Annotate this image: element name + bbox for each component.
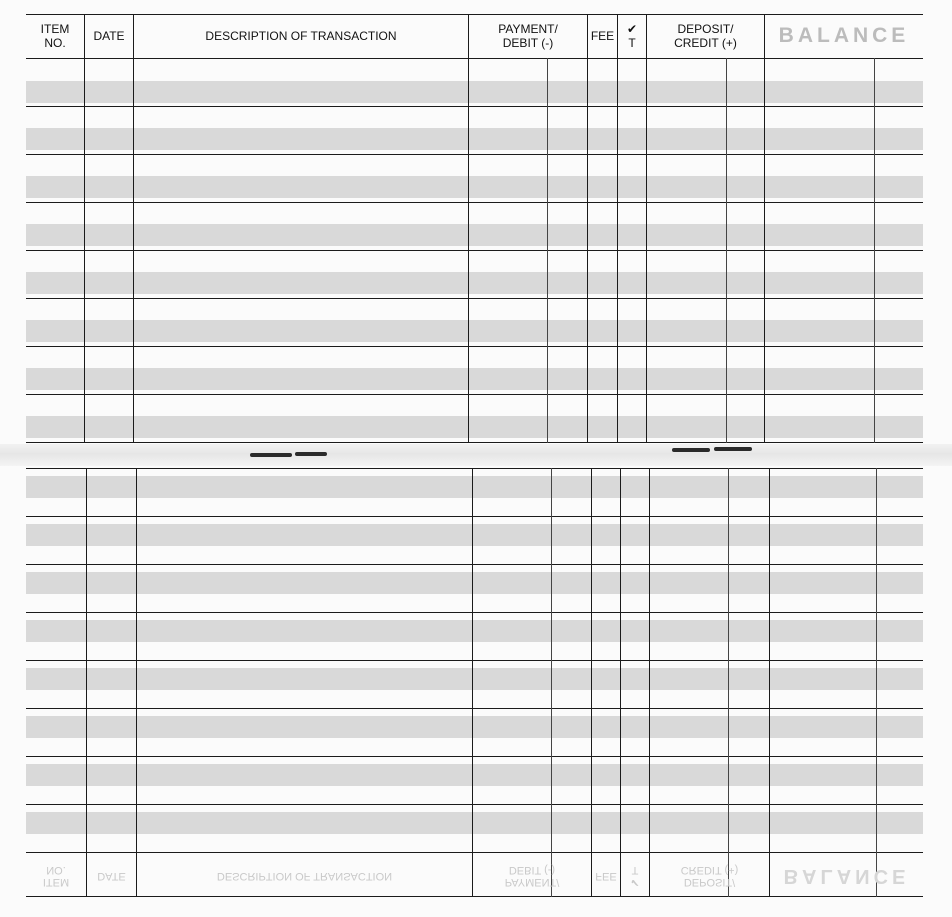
shade-band <box>26 81 923 103</box>
header-rule <box>26 58 923 59</box>
row-rule <box>26 804 923 805</box>
page-fold <box>0 444 952 466</box>
row-rule <box>26 442 923 443</box>
column-divider <box>591 468 592 897</box>
shade-band <box>26 368 923 390</box>
register-sheet-bottom <box>26 466 923 902</box>
cents-divider <box>547 58 548 443</box>
shade-band <box>26 320 923 342</box>
row-rule <box>26 708 923 709</box>
header-fee: FEE <box>590 29 615 43</box>
column-divider <box>136 468 137 897</box>
staple <box>714 447 752 451</box>
row-rule <box>26 298 923 299</box>
row-rule <box>26 394 923 395</box>
row-rule <box>26 250 923 251</box>
shade-band <box>26 176 923 198</box>
row-rule <box>26 346 923 347</box>
column-divider <box>764 14 765 443</box>
shade-band <box>26 476 923 498</box>
shade-band <box>26 416 923 438</box>
register-sheet-top <box>26 14 923 444</box>
cents-divider <box>876 468 877 897</box>
column-divider <box>587 14 588 443</box>
column-divider <box>84 14 85 443</box>
staple <box>672 448 710 452</box>
header-date: DATE <box>93 29 125 43</box>
row-rule <box>26 660 923 661</box>
staple <box>250 453 292 457</box>
column-divider <box>472 468 473 897</box>
shade-band <box>26 716 923 738</box>
row-rule <box>26 154 923 155</box>
row-rule <box>26 106 923 107</box>
shade-band <box>26 224 923 246</box>
row-rule <box>26 852 923 853</box>
row-rule <box>26 756 923 757</box>
ghost-header-payment-debit: PAYMENT/ DEBIT (-) <box>504 864 560 888</box>
ghost-header-deposit-credit: DEPOSIT/ CREDIT (+) <box>680 864 739 888</box>
shade-band <box>26 572 923 594</box>
row-rule <box>26 202 923 203</box>
column-divider <box>86 468 87 897</box>
column-divider <box>468 14 469 443</box>
cents-divider <box>551 468 552 897</box>
shade-band <box>26 668 923 690</box>
staple <box>295 452 327 456</box>
ghost-header-check-t: ✔ T <box>630 864 640 888</box>
header-deposit-credit: DEPOSIT/ CREDIT (+) <box>674 22 737 50</box>
cents-divider <box>728 468 729 897</box>
ghost-header-date: DATE <box>97 870 126 882</box>
column-divider <box>133 14 134 443</box>
shade-band <box>26 812 923 834</box>
shade-band <box>26 128 923 150</box>
row-rule <box>26 612 923 613</box>
ghost-header-description: DESCRIPTION OF TRANSACTION <box>216 870 393 882</box>
table-border-bottom <box>26 896 923 897</box>
ghost-header-balance: BALANCE <box>783 865 910 887</box>
column-divider <box>617 14 618 443</box>
shade-band <box>26 524 923 546</box>
header-balance: BALANCE <box>778 24 910 47</box>
cents-divider <box>726 58 727 443</box>
row-rule <box>26 516 923 517</box>
column-divider <box>646 14 647 443</box>
shade-band <box>26 272 923 294</box>
header-item-no: ITEM NO. <box>40 22 70 50</box>
column-divider <box>769 468 770 897</box>
shade-band <box>26 764 923 786</box>
header-description: DESCRIPTION OF TRANSACTION <box>205 29 397 43</box>
ghost-header-item-no: ITEM NO. <box>42 864 70 888</box>
header-check-t: ✔ T <box>626 22 638 50</box>
row-rule <box>26 564 923 565</box>
ghost-header-fee: FEE <box>595 870 617 882</box>
column-divider <box>649 468 650 897</box>
table-border-top <box>26 468 923 469</box>
cents-divider <box>874 58 875 443</box>
column-divider <box>620 468 621 897</box>
header-payment-debit: PAYMENT/ DEBIT (-) <box>498 22 558 50</box>
shade-band <box>26 620 923 642</box>
